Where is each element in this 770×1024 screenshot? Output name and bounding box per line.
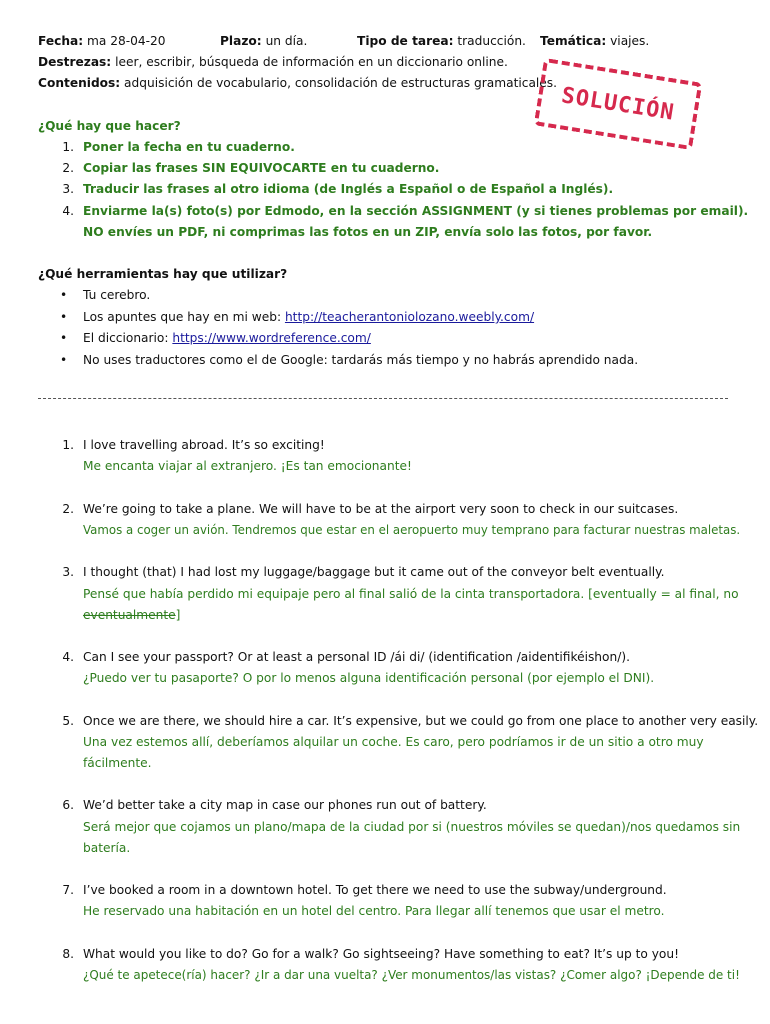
- sentence-spanish-continuation: fácilmente.: [83, 756, 152, 770]
- sentence-spanish-continuation: eventualmente]: [83, 608, 181, 622]
- header-contenidos: Contenidos: adquisición de vocabulario, consolidación de estructuras gramaticales.: [38, 76, 558, 90]
- sentence-spanish: He reservado una habitación en un hotel del centro. Para llegar allí tenemos que usar el metro.: [83, 904, 665, 918]
- sentence-spanish: Una vez estemos allí, deberíamos alquilar un coche. Es caro, pero podríamos ir de un sitio a otro muy: [83, 735, 704, 749]
- sentence-spanish: Pensé que había perdido mi equipaje pero al final salió de la cinta transportadora. [eventually = al final, no: [83, 587, 739, 601]
- sentence-spanish: ¿Qué te apetece(ría) hacer? ¿Ir a dar una vuelta? ¿Ver monumentos/las vistas? ¿Comer algo? ¡Depende de ti!: [83, 968, 740, 982]
- header-tematica: Temática: viajes.: [540, 34, 650, 48]
- header-destrezas: Destrezas: leer, escribir, búsqueda de información en un diccionario online.: [38, 55, 508, 69]
- worksheet-page: Fecha: ma 28-04-20 Plazo: un día. Tipo de tarea: traducción. Temática: viajes. Destrezas: leer, escribir, búsqueda de información en un diccionario online. Contenidos: adquisición de vocabulario, consolidación de estructuras gramaticales. SOLUCIÓN ¿Qué hay que hacer? 1. Poner la fecha en tu cuaderno. 2. Copiar las frases SIN EQUIVOCARTE en tu cuaderno. 3. Traducir las frases al otro idioma (de Inglés a Español o de Español a Inglés). 4. Enviarme la(s) foto(s) por Edmodo, en la sección ASSIGNMENT (y si tienes problemas por email). NO envíes un PDF, ni comprimas las fotos en un ZIP, envía solo las fotos, por favor. ¿Qué herramientas hay que utilizar? • Tu cerebro. • Los apuntes que hay en mi web: http://teacherantoniolozano.weebly.com/ • El diccionario: https://www.wordreference.com/ • No uses traductores como el de Google: tardarás más tiempo y no habrás aprendido nada. 1. I love travelling abroad. It’s so exciting! Me encanta viajar al extranjero. ¡Es tan emocionante! 2. We’re going to take a plane. We will have to be at the airport very soon to check in our suitcases. Vamos a coger un avión. Tendremos que estar en el aeropuerto muy temprano para facturar nuestras maletas. 3. I thought (that) I had lost my luggage/baggage but it came out of the conveyor belt eventually. Pensé que había perdido mi equipaje pero al final salió de la cinta transportadora. [eventually = al final, no eventualmente] 4. Can I see your passport? Or at least a personal ID /ái di/ (identification /aidentifikéishon/). ¿Puedo ver tu pasaporte? O por lo menos alguna identificación personal (por ejemplo el DNI). 5. Once we are there, we should hire a car. It’s expensive, but we could go from one place to another very easily. Una vez estemos allí, deberíamos alquilar un coche. Es caro, pero podríamos ir de un sitio a otro muy fácilmente. 6. We’d better take a city map in case our phones run out of battery. Será mejor que cojamos un plano/mapa de la ciudad por si (nuestros móviles se quedan)/nos quedamos sin batería. 7. I’ve booked a room in a downtown hotel. To get there we need to use the subway/underground. He reservado una habitación en un hotel del centro. Para llegar allí tenemos que usar el metro. 8. What would you like to do? Go for a walk? Go sightseeing? Have something to eat? It’s up to you! ¿Qué te apetece(ría) hacer? ¿Ir a dar una vuelta? ¿Ver monumentos/las vistas? ¿Comer algo? ¡Depende de ti!: [38, 34, 759, 982]
- sentence-spanish: Vamos a coger un avión. Tendremos que estar en el aeropuerto muy temprano para facturar nuestras maletas.: [83, 523, 741, 537]
- sentence-spanish: Me encanta viajar al extranjero. ¡Es tan emocionante!: [83, 459, 412, 473]
- website-link[interactable]: http://teacherantoniolozano.weebly.com/: [284, 310, 535, 324]
- tools-heading: ¿Qué herramientas hay que utilizar?: [38, 267, 288, 281]
- sentence-spanish-continuation: batería.: [83, 841, 131, 855]
- task-item-continuation: NO envíes un PDF, ni comprimas las fotos en un ZIP, envía solo las fotos, por favor.: [83, 225, 653, 239]
- bullet-icon: •: [60, 288, 68, 302]
- sentence-english: Once we are there, we should hire a car. It’s expensive, but we could go from one place to another very easily.: [83, 714, 759, 728]
- sentence-english: We’d better take a city map in case our phones run out of battery.: [83, 798, 487, 812]
- bullet-icon: •: [60, 353, 68, 367]
- header-plazo: Plazo: un día.: [220, 34, 308, 48]
- sentence-english: I thought (that) I had lost my luggage/baggage but it came out of the conveyor belt eventually.: [83, 565, 665, 579]
- sentence-english: Can I see your passport? Or at least a personal ID /ái di/ (identification /aidentifikéishon/).: [83, 650, 630, 664]
- sentence-english: We’re going to take a plane. We will have to be at the airport very soon to check in our suitcases.: [83, 502, 679, 516]
- header-fecha: Fecha: ma 28-04-20: [38, 34, 166, 48]
- sentence-english: What would you like to do? Go for a walk? Go sightseeing? Have something to eat? It’s up to you!: [83, 947, 679, 961]
- sentence-spanish: ¿Puedo ver tu pasaporte? O por lo menos alguna identificación personal (por ejemplo el DNI).: [83, 671, 655, 685]
- sentence-spanish: Será mejor que cojamos un plano/mapa de la ciudad por si (nuestros móviles se quedan)/nos quedamos sin: [83, 820, 741, 834]
- solucion-stamp: SOLUCIÓN: [534, 58, 703, 150]
- sentence-english: I’ve booked a room in a downtown hotel. To get there we need to use the subway/underground.: [83, 883, 667, 897]
- bullet-icon: •: [60, 310, 68, 324]
- bullet-icon: •: [60, 331, 68, 345]
- dictionary-link[interactable]: https://www.wordreference.com/: [172, 331, 371, 345]
- header-tipo: Tipo de tarea: traducción.: [357, 34, 526, 48]
- tasks-heading: ¿Qué hay que hacer?: [38, 119, 181, 133]
- sentence-english: I love travelling abroad. It’s so exciting!: [83, 438, 325, 452]
- dashed-divider: [38, 398, 728, 399]
